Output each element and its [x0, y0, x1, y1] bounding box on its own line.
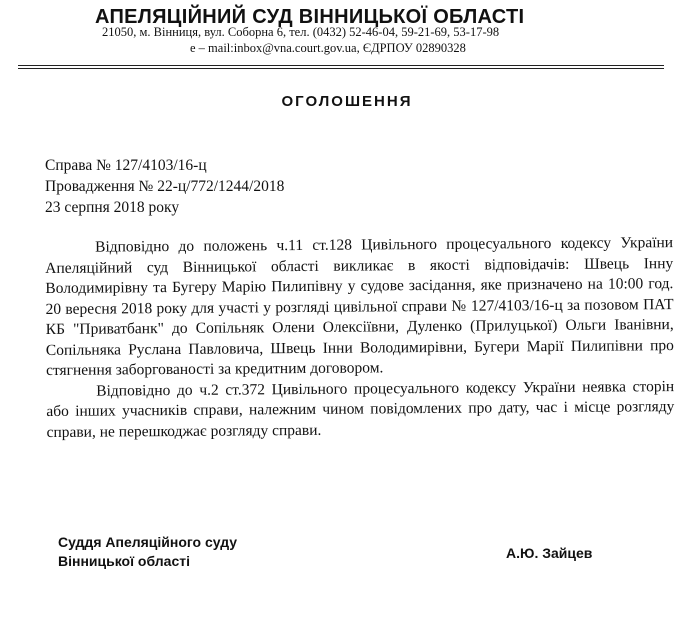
court-address: 21050, м. Вінниця, вул. Соборна 6, тел. (0432) 52-46-04, 59-21-69, 53-17-98 [102, 25, 500, 39]
header-divider [18, 68, 664, 69]
proceeding-number: Провадження № 22-ц/772/1244/2018 [45, 178, 285, 195]
announcement-body [45, 233, 675, 443]
signer-name: А.Ю. Зайцев [506, 545, 593, 561]
document-title-text: ОГОЛОШЕННЯ [281, 93, 413, 110]
case-date: 23 серпня 2018 року [45, 199, 180, 216]
signer-position [58, 533, 237, 571]
header-divider [18, 65, 664, 66]
body-paragraph: Відповідно до ч.2 ст.372 Цивільного процесуального кодексу України неявка сторін або інших учасників справи, належним чином повідомлених про дату, час і місце розгляду справи, не перешкоджає розгляду справи. [46, 377, 675, 441]
court-contacts: e – mail:inbox@vna.court.gov.ua, ЄДРПОУ 02890328 [190, 41, 466, 55]
case-details [45, 155, 284, 218]
signer-position-line: Вінницької області [58, 553, 190, 569]
court-name: АПЕЛЯЦІЙНИЙ СУД ВІННИЦЬКОЇ ОБЛАСТІ [95, 6, 525, 28]
signer-position-line: Суддя Апеляційного суду [58, 534, 238, 550]
case-number: Справа № 127/4103/16-ц [45, 157, 207, 174]
body-paragraph: Відповідно до положень ч.11 ст.128 Цивільного процесуального кодексу України Апеляційний суд Вінницької області викликає в якості відповідачів: Швець Інну Володимирівну та Бугеру Марію Пилипівну у судове засідання, яке призначено на 10:00 год. 20 вересня 2018 року для участі у розгляді цивільної справи № 127/4103/16-ц за позовом ПАТ КБ "Приватбанк" до Сопільняк Олени Олексіївни, Дуленко (Прилуцької) Ольги Іванівни, Сопільняка Руслана Павловича, Швець Інни Володимирівни, Бугери Марії Пилипівни про стягнення заборгованості за кредитним договором. [45, 234, 674, 379]
document-title [0, 93, 699, 110]
